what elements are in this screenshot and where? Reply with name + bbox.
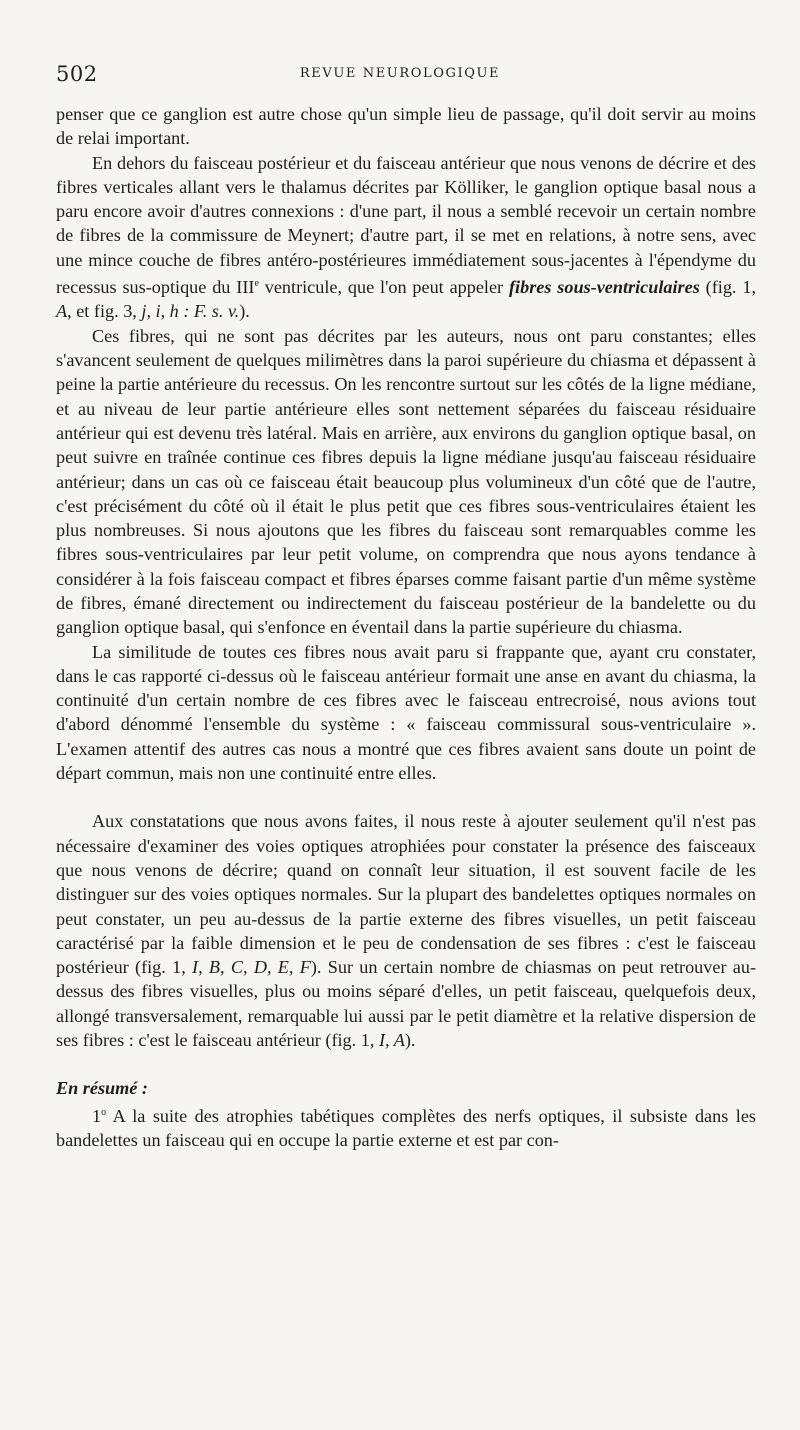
paragraph-5: Aux constatations que nous avons faites, il nous reste à ajouter seulement qu'il n'est pas nécessaire d'examiner des voies optiques atrophiées pour constater la présence des faisceaux que nous venons de décrire; quand on connaît leur situation, il est souvent facile de les distinguer sur des voies optiques normales. Sur la plupart des bandelettes optiques normales on peut constater, un peu au-dessus de la partie externe des fibres visuelles, un petit faisceau caractérisé par la faible dimension et le peu de condensation de ses fibres : c'est le faisceau postérieur (fig. 1, I, B, C, D, E, F). Sur un certain nombre de chiasmas on peut retrouver au-dessus des fibres visuelles, plus ou moins séparé d'elles, un petit faisceau, quelquefois deux, allongé transversalement, remarquable lui aussi par le petit diamètre et la relative dispersion de ses fibres : c'est le faisceau antérieur (fig. 1, I, A).	[56, 811, 757, 1051]
paragraph-2: En dehors du faisceau postérieur et du faisceau antérieur que nous venons de décrire et des fibres verticales allant vers le thalamus décrites par Kölliker, le ganglion optique basal nous a paru encore avoir d'autres connexions : d'une part, il nous a semblé recevoir un certain nombre de fibres de la commissure de Meynert; d'autre part, il se met en relations, à notre sens, avec une mince couche de fibres antéro-postérieures immédiatement sous-jacentes à l'épendyme du recessus sus-optique du IIIe ventricule, que l'on peut appeler fibres sous-ventriculaires (fig. 1, A, et fig. 3, j, i, h : F. s. v.).	[56, 152, 756, 322]
paragraph-6: 1$^o$ A la suite des atrophies tabétiques complètes des nerfs optiques, il subsiste dans les bandelettes un faisceau qui en occupe la partie externe et est par con-	[56, 1105, 756, 1150]
body-text	[56, 102, 756, 1152]
paragraph-spacer	[56, 785, 756, 809]
page-header	[56, 62, 756, 90]
superscript: e	[254, 278, 259, 290]
term-fibres-sous-ventriculaires: fibres sous-ventriculaires	[509, 277, 700, 298]
paragraph-3: Ces fibres, qui ne sont pas décrites par les auteurs, nous ont paru constantes; elles s'avancent seulement de quelques milimètres dans la paroi supérieure du chiasma et dépassent à peine la partie antérieure du recessus. On les rencontre surtout sur les côtés de la ligne médiane, et au niveau de leur partie antérieure elles sont nettement séparées du faisceau résiduaire antérieur qui est devenu très latéral. Mais en arrière, aux environs du ganglion optique basal, on peut suivre en traînée continue ces fibres depuis la ligne médiane jusqu'au faisceau résiduaire antérieur; dans un cas où ce faisceau était beaucoup plus volumineux d'un côté que de l'autre, c'est précisément du côté où il était le plus petit que ces fibres sous-ventriculaires étaient les plus nombreuses. Si nous ajoutons que les fibres du faisceau sont remarquables comme les fibres sous-ventriculaires par leur petit volume, on comprendra que nous ayons tendance à considérer à la fois faisceau compact et fibres éparses comme faisant partie d'un même système de fibres, émané directement ou indirectement du faisceau postérieur de la bandelette ou du ganglion optique basal, qui s'enfonce en éventail dans la partie supérieure du chiasma.	[56, 325, 756, 638]
resume-heading: En résumé :	[56, 1078, 148, 1099]
running-title: REVUE NEUROLOGIQUE	[299, 66, 501, 81]
paragraph-1: penser que ce ganglion est autre chose qu'un simple lieu de passage, qu'il doit servir au moins de relai important.	[56, 104, 756, 149]
paragraph-4: La similitude de toutes ces fibres nous avait paru si frappante que, ayant cru constater, dans le cas rapporté ci-dessus où le faisceau antérieur formait une anse en avant du chiasma, la continuité d'un certain nombre de ces fibres avec le faisceau entrecroisé, nous avions tout d'abord dénommé l'ensemble du système : « faisceau commissural sous-ventriculaire ». L'examen attentif des autres cas nous a montré que ces fibres avaient sans doute un point de départ commun, mais non une continuité entre elles.	[56, 641, 756, 784]
paragraph-spacer	[56, 1052, 756, 1076]
page-number: 502	[56, 62, 98, 86]
